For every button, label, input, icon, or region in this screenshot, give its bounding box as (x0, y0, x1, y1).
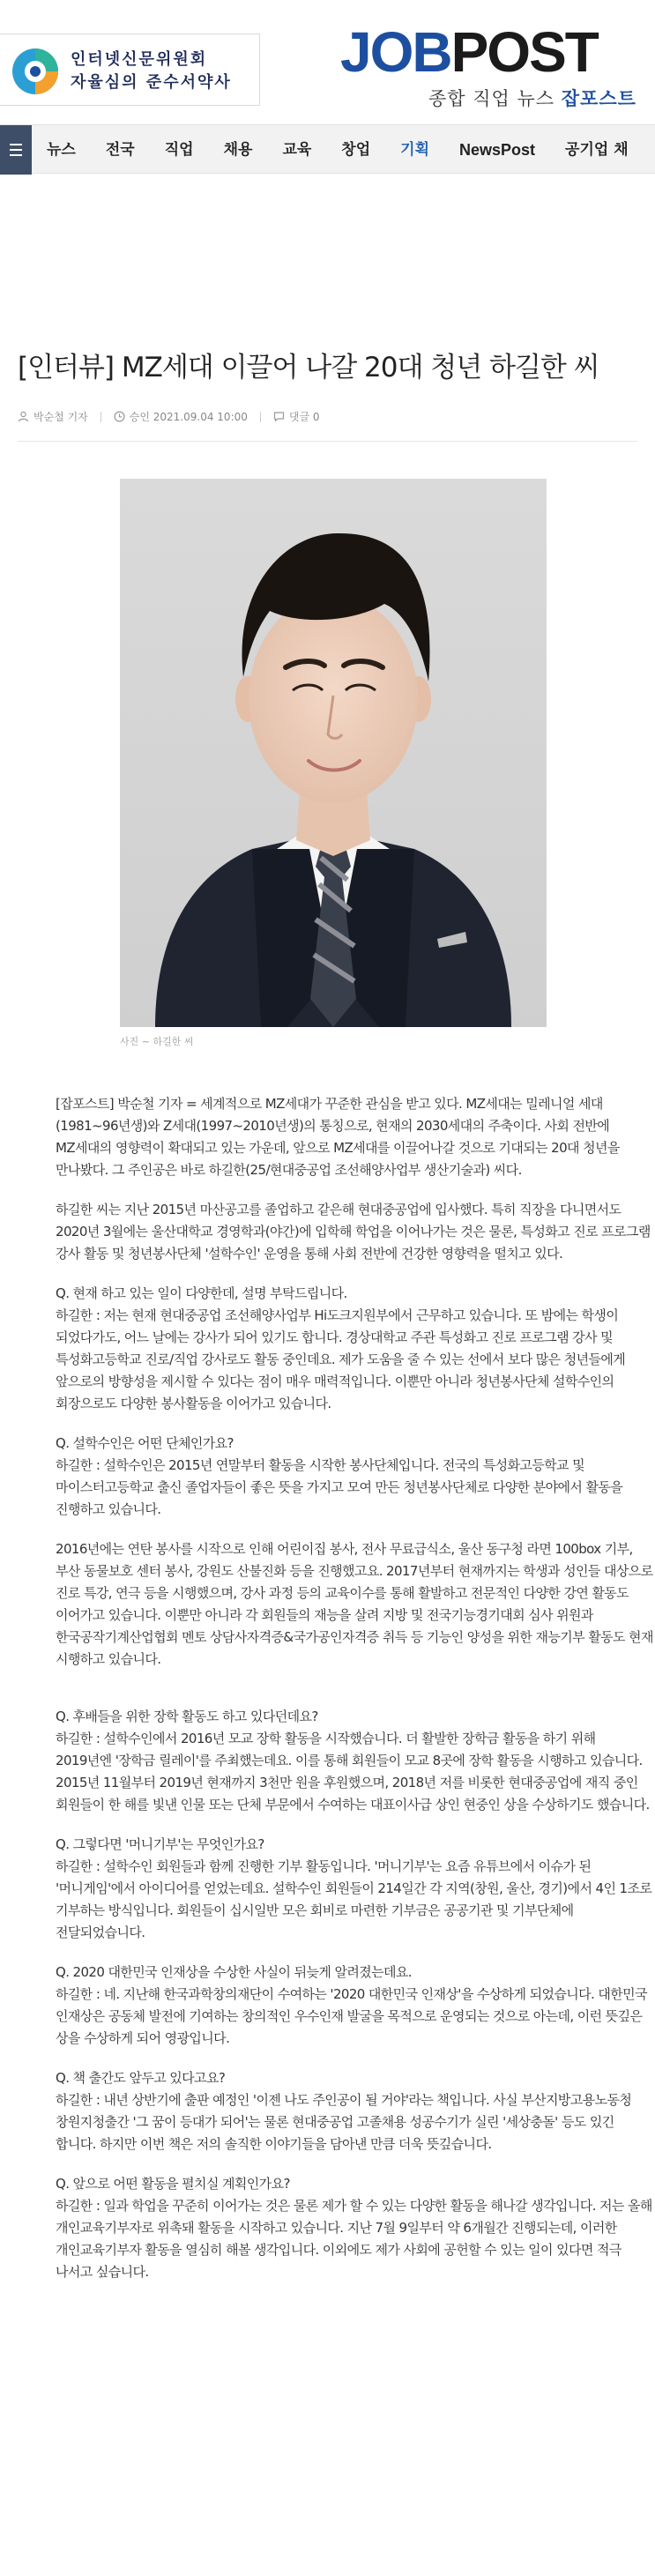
question: Q. 설학수인은 어떤 단체인가요? (56, 1435, 234, 1451)
user-icon (18, 411, 29, 422)
hamburger-menu-icon[interactable] (0, 125, 32, 175)
qa-block (56, 1283, 655, 1415)
nav-item-jobs[interactable]: 직업 (164, 141, 194, 159)
nav-item-public-hiring[interactable]: 공기업 채 (565, 141, 629, 159)
brand-tag-text: 종합 직업 뉴스 (428, 88, 555, 109)
nav-item-news[interactable]: 뉴스 (47, 141, 76, 159)
nav-item-hiring[interactable]: 채용 (223, 141, 253, 159)
answer: 하길한 : 설학수인 회원들과 함께 진행한 기부 활동입니다. '머니기부'는 요즘 유튜브에서 이슈가 된 '머니게임'에서 아이디어를 얻었는데요. 설학수인 회원들이 214일간 각 지역(창원, 울산, 경기)에서 4인 1조로 기부하는 방식입니다. 회원들이 십시일반 모은 회비로 마련한 기부금은 공공기관 및 기부단체에 전달되었습니다. (56, 1858, 652, 1940)
meta-author[interactable] (18, 409, 88, 424)
comment-count: 댓글 0 (288, 411, 320, 423)
qa-block (56, 1962, 655, 2050)
qa-block (56, 1834, 655, 1944)
press-council-logo-icon (11, 47, 60, 96)
qa-block (56, 1433, 655, 1671)
answer: 하길한 : 네. 지난해 한국과학창의재단이 수여하는 '2020 대한민국 인재상'을 수상하게 되었습니다. 대한민국 인재상은 공동체 발전에 기여하는 창의적인 우수인재 발굴을 목적으로 운영되는 것으로 아는데, 이런 뜻깊은 상을 수상하게 되어 영광입니다. (56, 1986, 647, 2046)
question: Q. 현재 하고 있는 일이 다양한데, 설명 부탁드립니다. (56, 1285, 347, 1301)
brand-wordmark (340, 21, 598, 83)
meta-divider (260, 412, 261, 422)
interviewee-photo (120, 479, 547, 1027)
qa-block (56, 1706, 655, 1816)
brand-job: JOB (340, 20, 451, 84)
brand-tag-accent: 잡포스트 (561, 88, 636, 109)
header-divider (18, 441, 637, 442)
nav-item-education[interactable]: 교육 (282, 141, 312, 159)
article-body (56, 1093, 655, 2301)
article-title: [인터뷰] MZ세대 이끌어 나갈 20대 청년 하길한 씨 (18, 352, 599, 383)
nav-item-startup[interactable]: 창업 (341, 141, 371, 159)
answer: 하길한 : 일과 학업을 꾸준히 이어가는 것은 물론 제가 할 수 있는 다양한 활동을 해나갈 생각입니다. 저는 올해 개인교육기부자로 위촉돼 활동을 시작하고 있습니다. 지난 7월 9일부터 약 6개월간 진행되는데, 이러한 개인교육기부자 활동을 열심히 해볼 생각입니다. 이외에도 제가 사회에 공헌할 수 있는 일이 있다면 적극 나서고 싶습니다. (56, 2198, 652, 2280)
answer: 하길한 : 내년 상반기에 출판 예정인 '이젠 나도 주인공이 될 거야'라는 책입니다. 사실 부산지방고용노동청 창원지청출간 '그 꿈이 등대가 되어'는 물론 현대중공업 고졸채용 성공수기가 실린 '세상충돌' 등도 있긴 합니다. 하지만 이번 책은 저의 솔직한 이야기들을 담아낸 만큼 더욱 뜻깊습니다. (56, 2092, 632, 2152)
question: Q. 그렇다면 '머니기부'는 무엇인가요? (56, 1836, 264, 1852)
question: Q. 책 출간도 앞두고 있다고요? (56, 2070, 226, 2086)
jobpost-logo[interactable] (340, 19, 640, 116)
photo-caption: 사진 ~ 하길한 씨 (120, 1036, 194, 1047)
meta-comments[interactable] (273, 409, 320, 424)
brand-tagline (428, 85, 636, 111)
answer: 하길한 : 저는 현재 현대중공업 조선해양사업부 Hi도크지원부에서 근무하고 있습니다. 또 밤에는 학생이 되었다가도, 어느 날에는 강사가 되어 있기도 합니다. 경상대학교 주관 특성화고 진로 프로그램 강사 및 특성화고등학교 진로/직업 강사로도 활동 중인데요. 제가 도움을 줄 수 있는 선에서 보다 많은 청년들에게 앞으로의 방향성을 제시할 수 있다는 점이 매우 매력적입니다. 이뿐만 아니라 청년봉사단체 설학수인의 회장으로도 다양한 봉사활동을 이어가고 있습니다. (56, 1307, 626, 1411)
article-meta (18, 409, 320, 424)
badge-line2: 자율심의 준수서약사 (71, 73, 232, 92)
nav-item-nationwide[interactable]: 전국 (105, 141, 135, 159)
qa-block (56, 2173, 655, 2283)
question: Q. 2020 대한민국 인재상을 수상한 사실이 뒤늦게 알려졌는데요. (56, 1964, 412, 1980)
answer: 2016년에는 연탄 봉사를 시작으로 인해 어린이집 봉사, 전사 무료급식소, 울산 동구청 라면 100box 기부, 부산 동물보호 센터 봉사, 강원도 산불진화 등을 진행했고요. 2017년부터 현재까지는 학생과 성인들 대상으로 진로 특강, 연극 등을 시행했으며, 강사 과정 등의 교육이수를 통해 활발하고 전문적인 다양한 강연 활동도 이어가고 있습니다. 이뿐만 아니라 각 회원들의 재능을 살려 지방 및 전국기능경기대회 심사 위원과 한국공작기계산업협회 멘토 상담사자격증&국가공인자격증 취득 등 기능인 양성을 위한 재능기부 활동도 현재 시행하고 있습니다. (56, 1541, 653, 1667)
site-header (0, 0, 655, 123)
answer: 하길한 : 설학수인은 2015년 연말부터 활동을 시작한 봉사단체입니다. 전국의 특성화고등학교 및 마이스터고등학교 출신 졸업자들이 좋은 뜻을 가지고 모여 만든 청년봉사단체로 다양한 분야에서 활동을 진행하고 있습니다. (56, 1457, 623, 1517)
question: Q. 후배들을 위한 장학 활동도 하고 있다던데요? (56, 1709, 318, 1724)
brand-post: POST (450, 20, 598, 84)
paragraph: [잡포스트] 박순철 기자 = 세계적으로 MZ세대가 꾸준한 관심을 받고 있다. MZ세대는 밀레니얼 세대(1981~96년생)와 Z세대(1997~2010년생)의 통칭으로, 현재의 2030세대의 주축이다. 사회 전반에 MZ세대의 영향력이 확대되고 있는 가운데, 앞으로 MZ세대를 이끌어나갈 것으로 기대되는 20대 청년을 만나봤다. 그 주인공은 바로 하길한(25/현대중공업 조선해양사업부 생산기술과) 씨다. (56, 1096, 620, 1178)
portrait-illustration (120, 479, 547, 1027)
meta-divider (100, 412, 101, 422)
question: Q. 앞으로 어떤 활동을 펼치실 계획인가요? (56, 2176, 290, 2192)
badge-text (71, 48, 232, 94)
comment-icon (273, 411, 285, 422)
nav-item-feature[interactable]: 기획 (400, 141, 430, 159)
badge-line1: 인터넷신문위원회 (71, 50, 208, 69)
clock-icon (114, 411, 125, 422)
press-council-badge[interactable] (0, 34, 260, 106)
main-nav (0, 124, 655, 174)
publish-date: 승인 2021.09.04 10:00 (129, 411, 248, 423)
answer: 하길한 : 설학수인에서 2016년 모교 장학 활동을 시작했습니다. 더 활발한 장학금 활동을 하기 위해 2019년엔 '장학금 릴레이'를 주최했는데요. 이를 통해 회원들이 모교 8곳에 장학 활동을 시행하고 있습니다. 2015년 11월부터 2019년 현재까지 3천만 원을 후원했으며, 2018년 저를 비롯한 현대중공업에 재직 중인 회원들이 한 해를 빛낸 인물 또는 단체 부문에서 수여하는 대표이사급 상인 현중인 상을 수상하기도 했습니다. (56, 1731, 650, 1813)
nav-item-newspost[interactable]: NewsPost (459, 141, 536, 159)
qa-block (56, 2067, 655, 2155)
meta-date (114, 409, 248, 424)
paragraph: 하길한 씨는 지난 2015년 마산공고를 졸업하고 같은해 현대중공업에 입사했다. 특히 직장을 다니면서도 2020년 3월에는 울산대학교 경영학과(야간)에 입학해 학업을 이어나가는 것은 물론, 특성화고 진로 프로그램 강사 활동 및 청년봉사단체 '설학수인' 운영을 통해 사회 전반에 건강한 영향력을 떨치고 있다. (56, 1202, 651, 1262)
author-name: 박순철 기자 (33, 411, 88, 423)
nav-items (32, 125, 644, 175)
